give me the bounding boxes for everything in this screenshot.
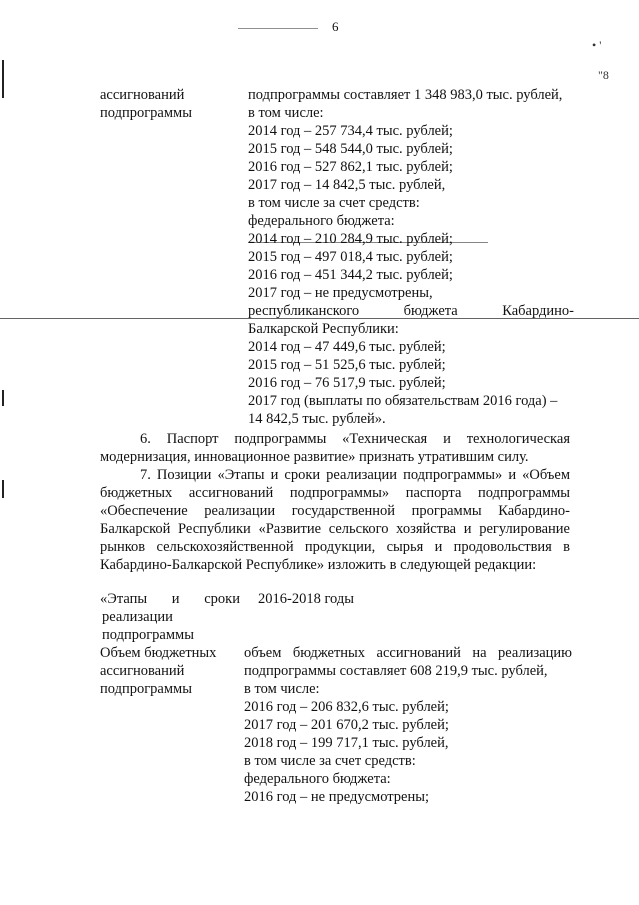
block2-line: 2016 год – 206 832,6 тыс. рублей;: [244, 699, 449, 715]
block1-line: в том числе:: [248, 105, 324, 121]
paragraph-6: 6. Паспорт подпрограммы «Техническая и технологическая модернизация, инновационное развитие» признать утратившим силу.: [100, 431, 570, 465]
block1-line: республиканского бюджета Кабардино-: [248, 303, 574, 319]
block1-line: 2016 год – 451 344,2 тыс. рублей;: [248, 267, 453, 283]
block2-line: объем бюджетных ассигнований на реализацию: [244, 645, 572, 661]
scan-line-top: [238, 28, 318, 29]
stages-value: 2016-2018 годы: [258, 591, 354, 607]
block2-label-line-3: подпрограммы: [100, 681, 192, 697]
block1-line: федерального бюджета:: [248, 213, 395, 229]
block1-line: 2017 год – не предусмотрены,: [248, 285, 433, 301]
block2-line: в том числе за счет средств:: [244, 753, 416, 769]
block1-label-line-1: ассигнований: [100, 87, 185, 103]
margin-mark-top: • ': [592, 38, 602, 52]
margin-mark-right: "8: [598, 68, 609, 82]
block1-label-line-2: подпрограммы: [100, 105, 192, 121]
block1-line: 2015 год – 497 018,4 тыс. рублей;: [248, 249, 453, 265]
stages-label-line-3: подпрограммы: [102, 627, 194, 643]
block1-line: 14 842,5 тыс. рублей».: [248, 411, 386, 427]
block1-line: 2016 год – 527 862,1 тыс. рублей;: [248, 159, 453, 175]
block1-line: 2017 год (выплаты по обязательствам 2016 года) –: [248, 393, 558, 409]
block2-line: 2016 год – не предусмотрены;: [244, 789, 430, 805]
block1-line: 2015 год – 548 544,0 тыс. рублей;: [248, 141, 453, 157]
block1-line: 2016 год – 76 517,9 тыс. рублей;: [248, 375, 446, 391]
scan-edge-2: [2, 390, 4, 406]
block1-line: 2014 год – 257 734,4 тыс. рублей;: [248, 123, 453, 139]
scan-edge-3: [2, 480, 4, 498]
block1-line: подпрограммы составляет 1 348 983,0 тыс. рублей,: [248, 87, 563, 103]
page-number: 6: [332, 19, 339, 34]
block1-line: 2014 год – 47 449,6 тыс. рублей;: [248, 339, 446, 355]
paragraph-7: 7. Позиции «Этапы и сроки реализации подпрограммы» и «Объем бюджетных ассигнований подпрограммы» паспорта подпрограммы «Обеспечение реализации государственной программы Кабардино-Балкарской Республики «Развитие сельского хозяйства и регулирование рынков сельскохозяйственной продукции, сырья и продовольствия в Кабардино-Балкарской Республике» изложить в следующей редакции:: [100, 467, 570, 573]
block1-line: Балкарской Республики:: [248, 321, 399, 337]
stages-label-line-1: «Этапы и сроки: [100, 591, 240, 607]
block1-line: в том числе за счет средств:: [248, 195, 420, 211]
block1-line: 2014 год – 210 284,9 тыс. рублей;: [248, 231, 453, 247]
block1-line: 2015 год – 51 525,6 тыс. рублей;: [248, 357, 446, 373]
block2-line: подпрограммы составляет 608 219,9 тыс. рублей,: [244, 663, 548, 679]
block2-line: в том числе:: [244, 681, 320, 697]
block2-label-line-1: Объем бюджетных: [100, 645, 217, 661]
block2-label-line-2: ассигнований: [100, 663, 185, 679]
stages-label-line-2: реализации: [102, 609, 173, 625]
block2-line: 2017 год – 201 670,2 тыс. рублей;: [244, 717, 449, 733]
scan-edge-1: [2, 60, 4, 98]
block1-line: 2017 год – 14 842,5 тыс. рублей,: [248, 177, 446, 193]
block2-line: 2018 год – 199 717,1 тыс. рублей,: [244, 735, 449, 751]
block2-line: федерального бюджета:: [244, 771, 391, 787]
